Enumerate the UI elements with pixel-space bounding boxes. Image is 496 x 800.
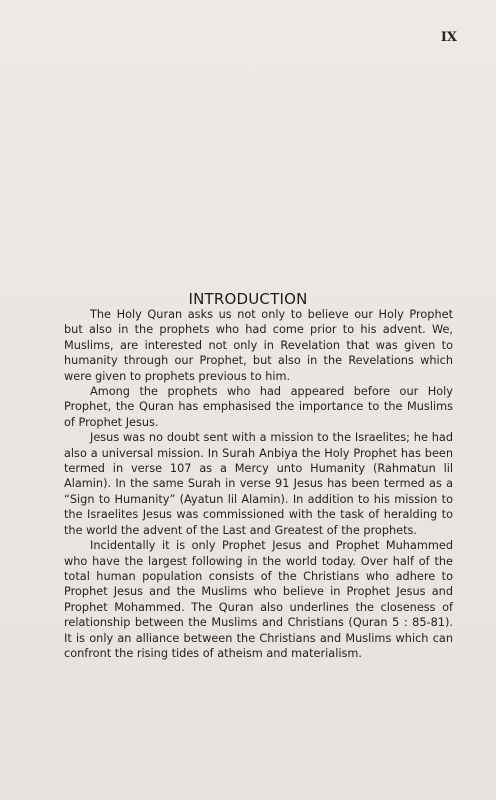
- body-text: [64, 307, 453, 661]
- paragraph: Among the prophets who had appeared before our Holy Prophet, the Quran has emphasised the importance to the Muslims of Prophet Jesus.: [64, 385, 453, 429]
- chapter-heading: INTRODUCTION: [188, 290, 308, 308]
- paragraph: The Holy Quran asks us not only to believe our Holy Prophet but also in the prophets who had come prior to his advent. We, Muslims, are interested not only in Revelation that was given to humanity through our Prophet, but also in the Revelations which were given to prophets previous to him.: [64, 308, 453, 383]
- page-number: IX: [440, 30, 457, 45]
- paragraph: Jesus was no doubt sent with a mission to the Israelites; he had also a universal mission. In Surah Anbiya the Holy Prophet has been termed in verse 107 as a Mercy unto Humanity (Rahmatun lil Alamin). In the same Surah in verse 91 Jesus has been termed as a “Sign to Humanity” (Ayatun lil Alamin). In addition to his mission to the Israelites Jesus was commissioned with the task of heralding to the world the advent of the Last and Greatest of the prophets.: [64, 431, 453, 537]
- paragraph: Incidentally it is only Prophet Jesus and Prophet Muhammed who have the largest following in the world today. Over half of the total human population consists of the Christians who adhere to Prophet Jesus and the Muslims who believe in Prophet Jesus and Prophet Mohammed. The Quran also underlines the closeness of relationship between the Muslims and Christians (Quran 5 : 85-81). It is only an alliance between the Christians and Muslims which can confront the rising tides of atheism and materialism.: [64, 539, 453, 660]
